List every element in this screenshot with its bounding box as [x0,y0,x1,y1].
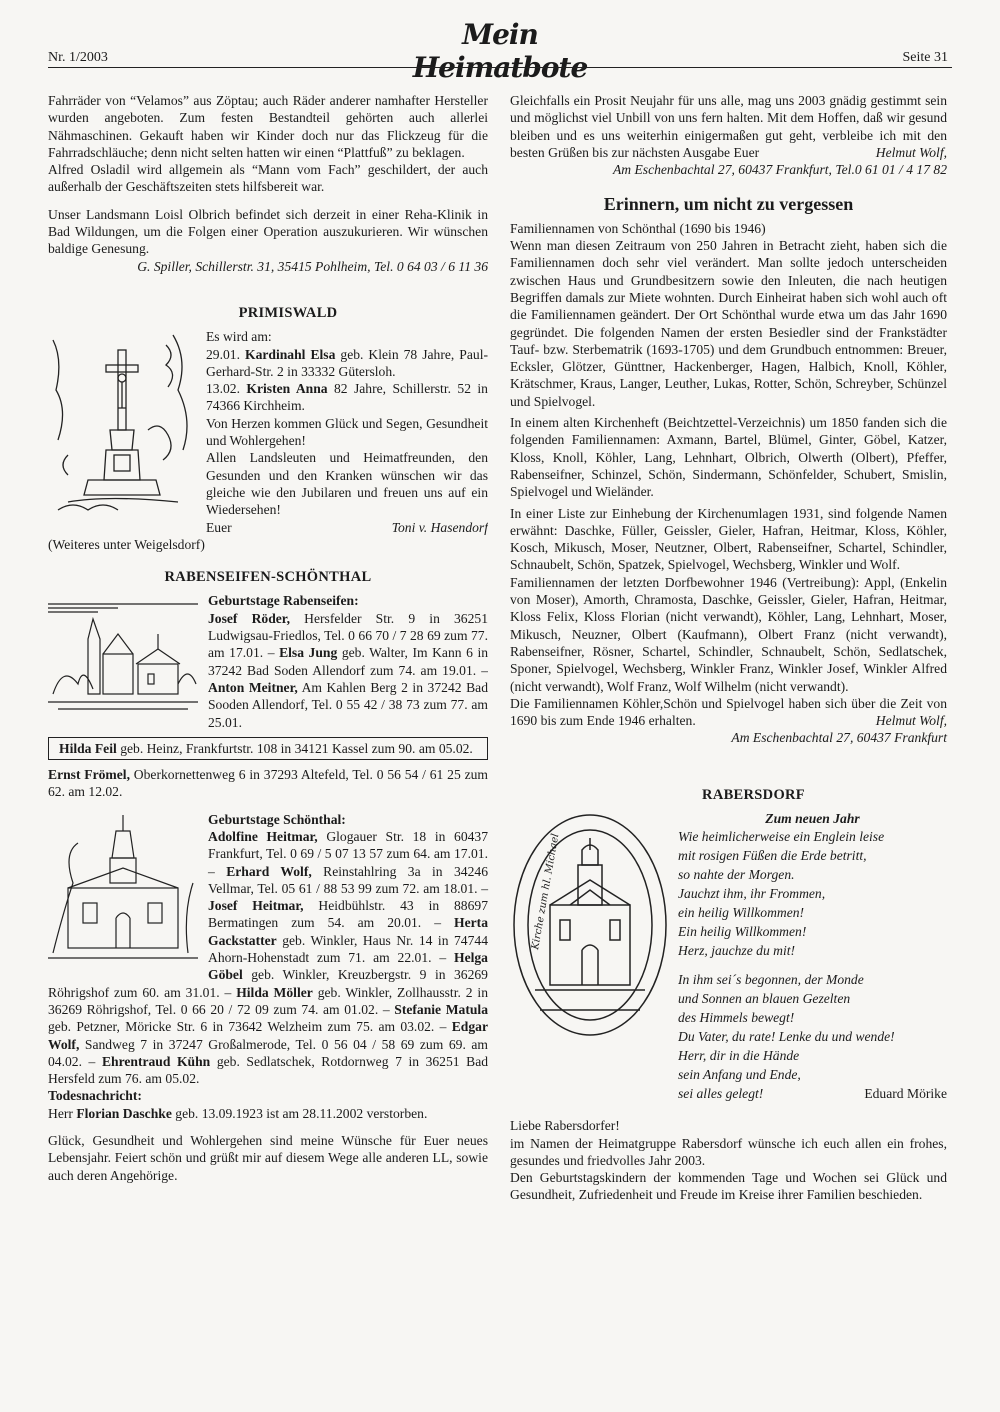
entry-text: geb. Sedlatschek, Rotdornweg 7 in 36251 Bad Hersfeld zum 76. am 05.02. [48,1053,489,1087]
entry-text: Am Kahlen Berg 2 in 37242 Bad Sooden Allendorf, Tel. 0 55 42 / 38 73 zum 77. am 25.01. [208,679,488,730]
person-name: Ernst Frömel, [48,767,130,783]
entry-text: Hersfelder Str. 9 in 36251 Ludwigsau-Friedlos, Tel. 0 66 70 / 7 28 69 zum 77. am 17.01. – [208,610,488,661]
address: Am Eschenbachtal 27, 60437 Frankfurt [731,730,947,746]
entry-text: geb. Walter, Im Kann 6 in 37242 Bad Soden Allendorf zum 74. am 19.01. – [208,645,488,678]
paragraph: Von Herzen kommen Glück und Segen, Gesundheit und Wohlergehen! [206,415,488,449]
poem-stanza-2 [678,970,947,1103]
person-name: Florian Daschke [76,1105,172,1121]
header-rule [48,67,952,68]
poem-line: Herr, dir in die Hände [678,1048,800,1064]
paragraph: In einem alten Kirchenheft (Beichtzettel-Verzeichnis) um 1850 fanden sich die folgenden Familiennamen: Axmann, Bartel, Blümel, Ginter, Göbel, Katzer, Kloss, Knoll, Köhler, Lang, Lehnhart, Olbrich, Olwerth (Olbert), Pfeffer, Rabenseifner, Schinzel, Schön, Sindermann, Schönfelder, Schubert, Smislin, Spielvogel und Wieländer. [510,415,947,500]
person-name: Kristen Anna [246,381,328,397]
paragraph [510,92,947,161]
person-name: Kardinahl Elsa [245,346,336,362]
poem-line: Ein heilig Willkommen! [678,924,807,940]
church-emblem-illustration [510,810,670,1044]
subsection-title: Todesnachricht: [48,1088,142,1104]
issue-number: Nr. 1/2003 [48,50,108,65]
subsection-title: Geburtstage Rabenseifen: [208,593,359,609]
wayside-cross-illustration [48,330,196,524]
entry-text: geb. Winkler, Kreuzbergstr. 9 in 36269 Röhrigshof zum 60. am 31.01. – [48,967,488,1000]
poem-line: Jauchzt ihm, ihr Frommen, [678,886,826,902]
entry-text: Herr [48,1105,73,1121]
poem-line: In ihm sei´s begonnen, der Monde [678,972,864,988]
paragraph: Es wird am: [206,329,272,345]
paragraph: im Namen der Heimatgruppe Rabersdorf wünsche ich euch allen ein frohes, gesundes und friedvolles Jahr 2003. [510,1135,947,1168]
person-name: Josef Heitmar, [208,898,304,914]
date: 29.01. [206,346,240,362]
closing-word: Euer [206,519,232,535]
entry-text: Oberkornettenweg 6 in 37293 Altefeld, Tel. 0 56 54 / 61 25 zum 62. am 12.02. [48,767,488,800]
entry-text: 82 Jahre, Schillerstr. 52 in 74366 Kirchheim. [206,381,488,414]
paragraph: Familiennamen der letzten Dorfbewohner 1946 (Vertreibung): Appl, (Enkelin von Moser), Amorth, Chramosta, Daschke, Geissler, Gieler, Hafran, Heitmar, Kloss Felix, Kloss Florian (nicht verwandt), Köhler, Lang, Lehnhart, Moser, Mikusch, Neuzner, Olbert (Kaufmann), Olbert Franz (nicht verwandt), Rabenseifner, Rösner, Schartel, Schindler, Schnaubelt, Schön, Sedlatschek, Sponer, Spielvogel, Wechsberg, Winkler Franz, Winkler Josef, Winkler Alfred (nicht verwandt), Wolf Franz, Wolf Wilhelm (nicht verwandt). [510,574,947,694]
entry-text: Reinstahlring 3a in 34246 Vellmar, Tel. 05 61 / 88 53 99 zum 72. am 18.01. – [208,863,488,896]
greeting: Liebe Rabersdorfer! [510,1118,620,1134]
obituary [48,1105,488,1122]
person-name: Elsa Jung [279,645,338,661]
paragraph: Fahrräder von “Velamos” aus Zöptau; auch Räder anderer namhafter Hersteller wurden angeboten. Zum festen Bestandteil gehörten auch allerlei Nähmaschinen. Gekauft haben wir Kinder doch nur das Flickzeug für die Fahrradschläuche; denn nicht selten hatten wir einen “Plattfuß” zu beklagen. [48,93,488,160]
signature-line [206,519,488,536]
paragraph: Alfred Osladil wird allgemein als “Mann vom Fach” geschildert, der auch außerhalb der Geschäftszeiten stets hilfsbereit war. [48,162,488,195]
entry-text: Sandweg 7 in 37247 Großalmerode, Tel. 0 56 04 / 58 69 zum 69. am 04.02. – [48,1036,488,1069]
poem-line: sein Anfang und Ende, [678,1067,801,1083]
signature: Helmut Wolf, [875,144,947,160]
person-name: Hilda Feil [59,740,117,756]
poem-line: ein heilig Willkommen! [678,905,805,921]
entry-text: geb. Petzner, Möricke Str. 6 in 73642 Welzheim zum 75. am 03.02. – [48,1019,447,1035]
poem-title: Zum neuen Jahr [765,810,860,826]
paragraph [510,695,947,730]
poem-last-line [678,1084,947,1103]
left-column [48,92,488,1184]
section-title-primiswald: PRIMISWALD [238,304,338,321]
emblem-caption: Kirche zum hl. Michael [530,832,562,951]
section-title-rabersdorf: RABERSDORF [702,786,805,803]
subsection-title: Geburtstage Schönthal: [208,811,346,827]
masthead-title: Mein Heimatbote [412,18,588,84]
poem-line: so nahte der Morgen. [678,867,795,883]
paragraph: Allen Landsleuten und Heimatfreunden, den Gesunden und den Kranken wünschen wir das gleiche wie den Jubilaren und freuen uns auf ein Wiedersehen! [206,450,488,518]
poem-line: sei alles gelegt! [678,1086,764,1102]
paragraph-text: Die Familiennamen Köhler,Schön und Spielvogel haben sich über die Zeit von 1690 bis zum Ende 1946 erhalten. [510,695,947,729]
paragraph: Unser Landsmann Loisl Olbrich befindet sich derzeit in einer Reha-Klinik in Bad Wildungen, um die Folgen einer Operation auszukurieren. Wir wünschen baldige Genesung. [48,206,488,257]
birthday-entry [48,766,488,801]
highlight-box [48,737,488,760]
person-name: Erhard Wolf, [226,863,312,879]
entry-text: Heidbühlstr. 43 in 88697 Bermatingen zum 54. am 20.01. – [208,898,488,931]
person-name: Herta Gackstatter [208,915,488,948]
person-name: Helga Göbel [208,950,488,983]
entry-text: geb. Heinz, Frankfurtstr. 108 in 34121 Kassel zum 90. am 05.02. [120,740,473,756]
entry-text: geb. Winkler, Zollhausstr. 2 in 36269 Röhrigshof, Tel. 0 66 20 / 72 09 zum 74. am 01.02. – [48,984,488,1017]
chapel-illustration [48,813,198,967]
person-name: Edgar Wolf, [48,1019,488,1052]
signature: Toni v. Hasendorf [391,519,488,535]
date: 13.02. [206,381,240,397]
section-title-erinnern: Erinnern, um nicht zu vergessen [603,194,854,215]
paragraph: Wenn man diesen Zeitraum von 250 Jahren in Betracht zieht, haben sich die Familiennamen doch sehr viel verändert. Man sollte jedoch unterscheiden zwischen Haus und Grundbesitzern sowie den Inleuten, die nach heutigen Begriffen damals zur Miete wohnten. Durch Einheirat haben sich wohl auch oft die Familiennamen geändert. Der Ort Schönthal wurde etwa um das Jahr 1690 gegründet. Die folgenden Namen der ersten Besiedler sind der Frankstädter Tauf- bzw. Sterbematrik (1693-1705) und dem Grundbuch entnommen: Breuer, Ecksler, Glötzer, Günttner, Hackenberger, Hagen, Halbich, Knoll, Köhler, Krätschmer, Kraus, Langer, Leuther, Lukas, Rotter, Schön, Schreyber, Schünzel und Spielvogel. [510,238,947,409]
poem-line: Wie heimlicherweise ein Englein leise [678,829,885,845]
entry-text: geb. Klein 78 Jahre, Paul-Gerhard-Str. 2 in 33332 Gütersloh. [206,346,488,379]
village-church-illustration [48,594,198,718]
person-name: Ehrentraud Kühn [101,1053,211,1069]
poem-line: des Himmels bewegt! [678,1010,795,1026]
paragraph: In einer Liste zur Einhebung der Kirchenumlagen 1931, sind folgende Namen erwähnt: Daschke, Füller, Geissler, Gieler, Hafran, Heitmar, Kloss, Köhler, Kosch, Mikusch, Moser, Neutzner, Olbert, Rabenseifner, Schartel, Schindler, Schnaubelt, Schön, Spatzek, Spielvogel, Wechsberg, Winkler und Wolf. [510,505,947,573]
signature: Helmut Wolf, [875,713,947,729]
entry-text: geb. 13.09.1923 ist am 28.11.2002 verstorben. [175,1105,428,1121]
person-name: Stefanie Matula [394,1001,488,1017]
subtitle: Familiennamen von Schönthal (1690 bis 1946) [510,220,766,236]
person-name: Hilda Möller [236,984,313,1000]
signature: G. Spiller, Schillerstr. 31, 35415 Pohlheim, Tel. 0 64 03 / 6 11 36 [137,258,488,274]
poem-line: Du Vater, du rate! Lenke du und wende! [678,1029,895,1045]
entry-text: geb. Winkler, Haus Nr. 14 in 74744 Ahorn-Hohenstadt zum 71. am 22.01. – [208,932,488,966]
person-name: Josef Röder, [208,610,290,626]
address: Am Eschenbachtal 27, 60437 Frankfurt, Tel.0 61 01 / 4 17 82 [612,162,947,178]
poem-line: mit rosigen Füßen die Erde betritt, [678,848,867,864]
poem-stanza-1 [678,827,947,960]
paragraph: Den Geburtstagskindern der kommenden Tage und Wochen sei Glück und Gesundheit, Zufriedenheit und Freude im Kreise ihrer Familien beschieden. [510,1170,947,1203]
entry-text: Glogauer Str. 18 in 60437 Frankfurt, Tel. 0 69 / 5 07 13 57 zum 64. am 17.01. – [208,828,489,879]
paragraph: Glück, Gesundheit und Wohlergehen sind meine Wünsche für Euer neues Lebensjahr. Feiert schön und grüßt mir auf diesem Wege alle anderen LL, sowie auch deren Angehörige. [48,1133,488,1183]
person-name: Adolfine Heitmar, [208,828,318,844]
page-number: Seite 31 [902,50,948,65]
poem-line: und Sonnen an blauen Gezelten [678,991,851,1007]
right-column [510,92,947,1204]
poem-line: Herz, jauchze du mit! [678,943,796,959]
person-name: Anton Meitner, [208,679,298,695]
paragraph-text: Gleichfalls ein Prosit Neujahr für uns alle, mag uns 2003 gnädig gestimmt sein und möglichst viel Unbill von uns fern halten. Mit dem Hoffen, daß wir gesund bleiben und es uns weiterhin einigermaßen gut geht, verbleibe ich mit den besten Grüßen bis zur nächsten Ausgabe Euer [510,93,947,160]
note: (Weiteres unter Weigelsdorf) [48,536,205,552]
section-title-rabenseifen: RABENSEIFEN-SCHÖNTHAL [164,569,372,586]
poem-author: Eduard Mörike [864,1086,947,1102]
